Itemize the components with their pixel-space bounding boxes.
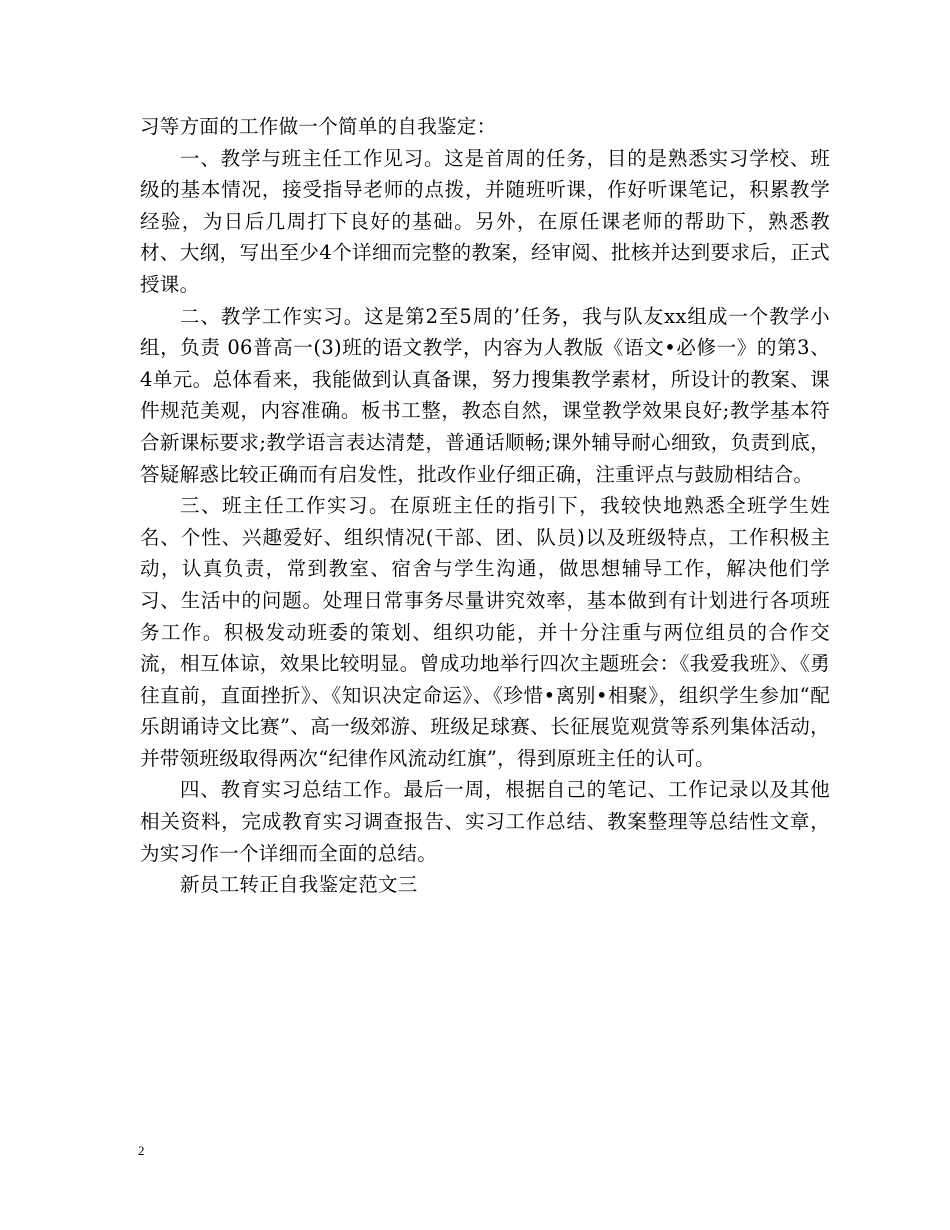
paragraph-teaching-practice: 二、教学工作实习。这是第2至5周的’任务，我与队友xx组成一个教学小组，负责 06普高一(3)班的语文教学，内容为人教版《语文•必修一》的第3、4单元。总体看来，我能做到认真备课，努力搜集教学素材，所设计的教案、课件规范美观，内容准确。板书工整，教态自然，课堂教学效果良好;教学基本符合新课标要求;教学语言表达清楚，普通话顺畅;课外辅导耐心细致，负责到底，答疑解惑比较正确而有启发性，批改作业仔细正确，注重评点与鼓励相结合。 <box>140 304 830 486</box>
paragraph-teaching-observation: 一、教学与班主任工作见习。这是首周的任务，目的是熟悉实习学校、班级的基本情况，接受指导老师的点拨，并随班听课，作好听课笔记，积累教学经验，为日后几周打下良好的基础。另外，在原任课老师的帮助下，熟悉教材、大纲，写出至少4个详细而完整的教案，经审阅、批核并达到要求后，正式授课。 <box>140 146 830 296</box>
paragraph-homeroom-practice: 三、班主任工作实习。在原班主任的指引下，我较快地熟悉全班学生姓名、个性、兴趣爱好、组织情况(干部、团、队员)以及班级特点，工作积极主动，认真负责，常到教室、宿舍与学生沟通，做思想辅导工作，解决他们学习、生活中的问题。处理日常事务尽量讲究效率，基本做到有计划进行各项班务工作。积极发动班委的策划、组织功能，并十分注重与两位组员的合作交流，相互体谅，效果比较明显。曾成功地举行四次主题班会：《我爱我班》、《勇往直前，直面挫折》、《知识决定命运》、《珍惜•离别•相聚》，组织学生参加“配乐朗诵诗文比赛”、高一级郊游、班级足球赛、长征展览观赏等系列集体活动，并带领班级取得两次“纪律作风流动红旗”，得到原班主任的认可。 <box>140 494 830 770</box>
paragraph-internship-summary: 四、教育实习总结工作。最后一周，根据自己的笔记、工作记录以及其他相关资料，完成教育实习调查报告、实习工作总结、教案整理等总结性文章，为实习作一个详细而全面的总结。 <box>140 778 830 865</box>
page-number: 2 <box>138 1143 145 1158</box>
paragraph-continuation: 习等方面的工作做一个简单的自我鉴定： <box>140 115 497 138</box>
document-body <box>140 111 830 901</box>
section-heading: 新员工转正自我鉴定范文三 <box>180 873 418 897</box>
